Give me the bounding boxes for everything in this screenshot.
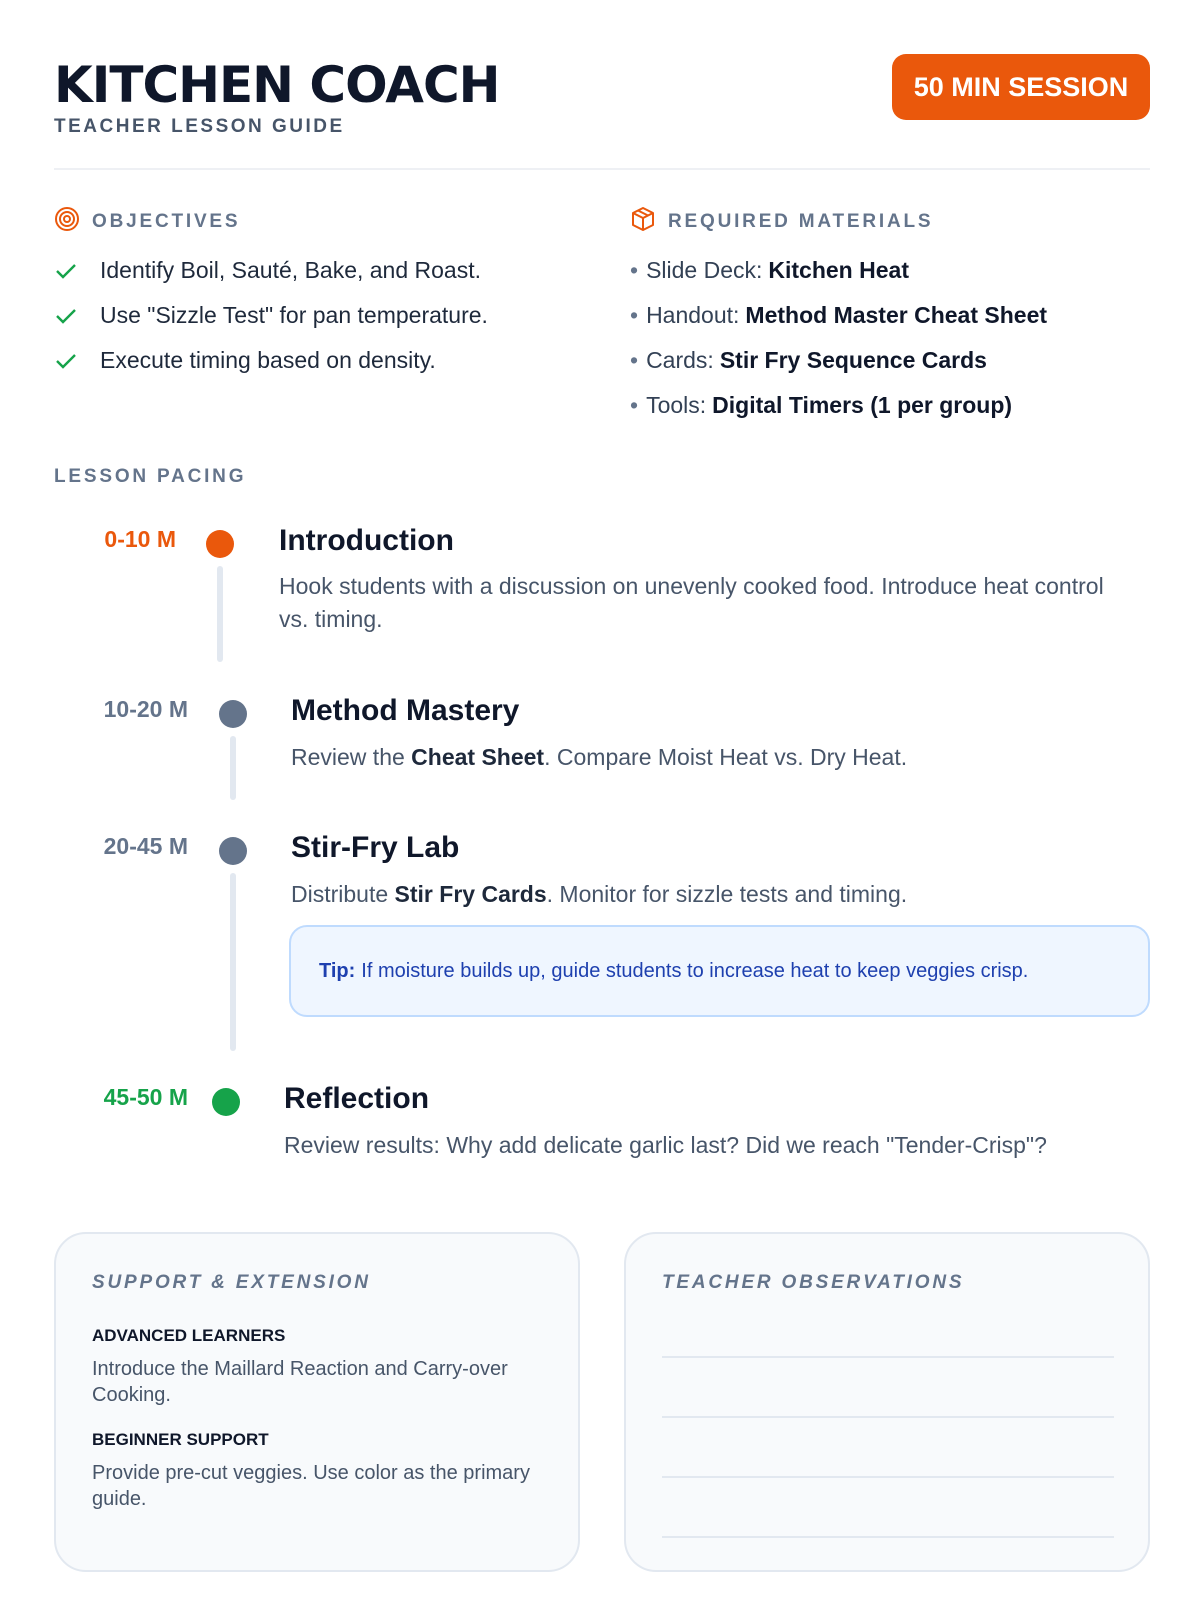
material-item: • Handout: Method Master Cheat Sheet	[630, 302, 1048, 328]
step-title: Method Mastery	[291, 694, 520, 727]
timeline-connector	[230, 873, 236, 1051]
page-subtitle: TEACHER LESSON GUIDE	[54, 116, 345, 137]
objective-text: Execute timing based on density.	[100, 347, 436, 373]
materials-list	[630, 248, 1170, 428]
step-time: 20-45 M	[103, 833, 188, 859]
card-title: TEACHER OBSERVATIONS	[662, 1272, 965, 1293]
support-extension-card	[54, 1232, 580, 1572]
advanced-learners-text: Introduce the Maillard Reaction and Carry-over Cooking.	[92, 1358, 508, 1406]
materials-heading-label: REQUIRED MATERIALS	[668, 211, 934, 232]
beginner-support-text: Provide pre-cut veggies. Use color as the primary guide.	[92, 1462, 530, 1510]
emphasis-text: Stir Fry Cards	[394, 881, 547, 907]
step-time: 0-10 M	[104, 526, 176, 552]
objectives-list	[54, 248, 594, 383]
material-item: • Slide Deck: Kitchen Heat	[630, 257, 909, 283]
step-description: Review the Cheat Sheet. Compare Moist Heat vs. Dry Heat.	[291, 744, 908, 770]
step-title: Introduction	[279, 524, 454, 557]
tip-callout	[289, 925, 1150, 1017]
emphasis-text: Cheat Sheet	[411, 744, 545, 770]
material-label: Cards:	[646, 347, 714, 373]
check-icon	[54, 349, 100, 373]
writing-line[interactable]	[662, 1356, 1114, 1358]
timeline-connector	[217, 566, 223, 662]
writing-line[interactable]	[662, 1476, 1114, 1478]
material-label: Slide Deck:	[646, 257, 763, 283]
material-value: Method Master Cheat Sheet	[745, 302, 1048, 328]
timeline-node	[219, 837, 247, 865]
tip-label: Tip:	[319, 959, 356, 982]
card-title: SUPPORT & EXTENSION	[92, 1272, 371, 1293]
objective-item	[54, 248, 594, 293]
target-icon	[54, 206, 80, 238]
objective-item	[54, 293, 594, 338]
teacher-observations-card	[624, 1232, 1150, 1572]
step-time: 45-50 M	[103, 1084, 188, 1110]
check-icon	[54, 304, 100, 328]
step-title: Reflection	[284, 1082, 430, 1115]
objective-text: Use "Sizzle Test" for pan temperature.	[100, 302, 488, 328]
step-description: Distribute Stir Fry Cards. Monitor for sizzle tests and timing.	[291, 881, 908, 907]
step-description: Hook students with a discussion on unevenly cooked food. Introduce heat control vs. timing.	[279, 573, 1104, 632]
objective-item	[54, 338, 594, 383]
material-label: Handout:	[646, 302, 740, 328]
writing-line[interactable]	[662, 1536, 1114, 1538]
timeline-node	[212, 1088, 240, 1116]
header-divider	[54, 168, 1150, 170]
materials-heading	[630, 206, 933, 238]
step-description: Review results: Why add delicate garlic last? Did we reach "Tender-Crisp"?	[284, 1132, 1047, 1158]
package-icon	[630, 206, 656, 238]
objectives-heading-label: OBJECTIVES	[92, 211, 241, 232]
timeline-node	[206, 530, 234, 558]
beginner-support-label: BEGINNER SUPPORT	[92, 1430, 269, 1449]
material-value: Digital Timers (1 per group)	[712, 392, 1013, 418]
step-time: 10-20 M	[103, 696, 188, 722]
page-title: KITCHEN COACH	[54, 56, 500, 114]
timeline-connector	[230, 736, 236, 800]
objectives-heading	[54, 206, 240, 238]
material-value: Stir Fry Sequence Cards	[719, 347, 987, 373]
objective-text: Identify Boil, Sauté, Bake, and Roast.	[100, 257, 482, 283]
material-item: • Cards: Stir Fry Sequence Cards	[630, 347, 987, 373]
timeline-node	[219, 700, 247, 728]
session-duration-badge: 50 MIN SESSION	[892, 54, 1150, 120]
material-item: • Tools: Digital Timers (1 per group)	[630, 392, 1013, 418]
lesson-pacing-heading: LESSON PACING	[54, 466, 247, 487]
advanced-learners-label: ADVANCED LEARNERS	[92, 1326, 286, 1345]
material-label: Tools:	[646, 392, 707, 418]
writing-line[interactable]	[662, 1416, 1114, 1418]
step-title: Stir-Fry Lab	[291, 831, 460, 864]
tip-text: If moisture builds up, guide students to increase heat to keep veggies crisp.	[361, 959, 1029, 982]
material-value: Kitchen Heat	[768, 257, 909, 283]
check-icon	[54, 259, 100, 283]
